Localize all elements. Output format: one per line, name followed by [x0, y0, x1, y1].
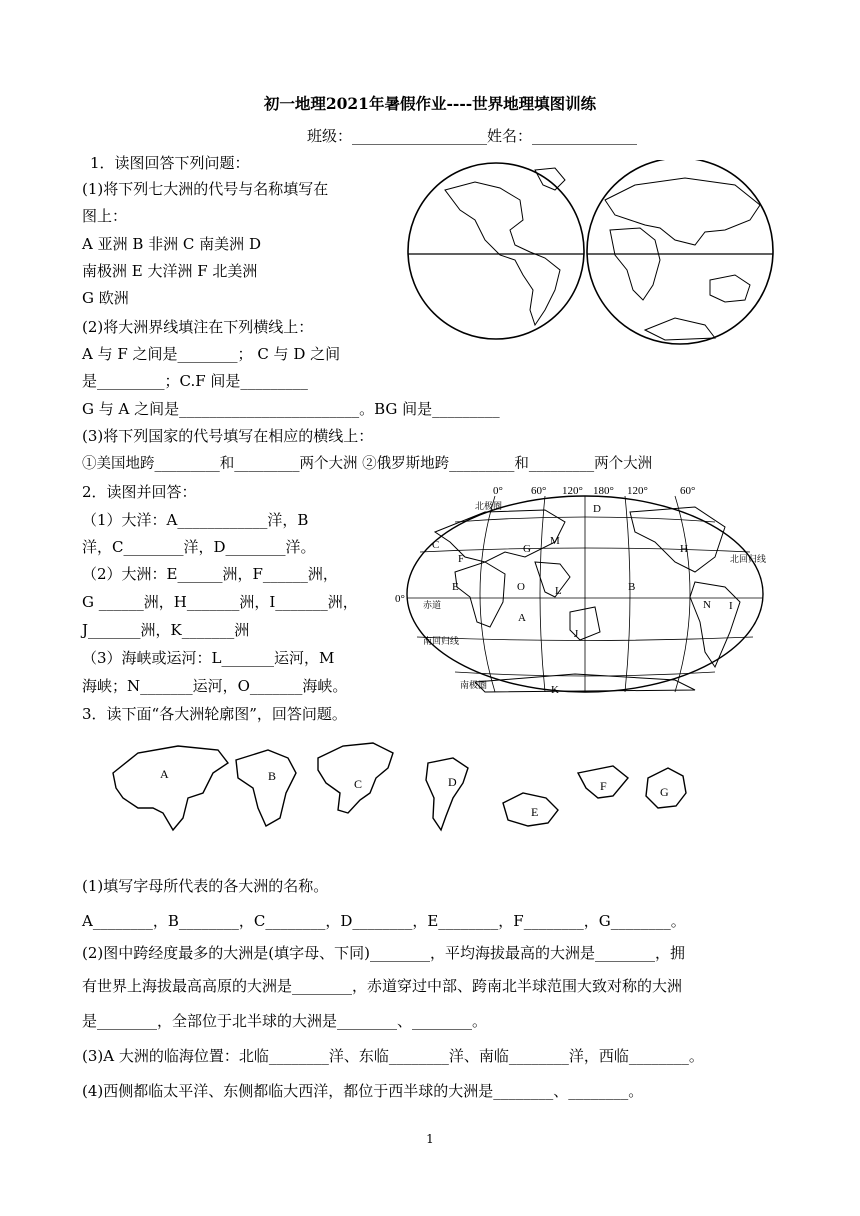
outline-d	[426, 758, 468, 830]
lon-label-0: 0°	[493, 485, 503, 497]
tropic-s-label: 南回归线	[423, 636, 460, 646]
q1-part1-line1: (1)将下列七大洲的代号与名称填写在	[82, 180, 329, 198]
lon-label-180: 180°	[593, 485, 614, 497]
outline-label-g: G	[660, 785, 669, 799]
q1-part2-line3: 是_________；C.F 间是_________	[82, 372, 308, 390]
equator-label: 赤道	[423, 600, 442, 610]
outline-b	[236, 750, 296, 826]
page-title: 初一地理2021年暑假作业----世界地理填图训练	[263, 94, 597, 113]
map-letter-h: H	[680, 543, 688, 555]
q3-sub2-line3: 是________，全部位于北半球的大洲是________、________。	[82, 1012, 488, 1030]
map-letter-i: I	[729, 600, 733, 612]
outline-label-b: B	[268, 769, 277, 783]
q3-sub1: (1)填写字母所代表的各大洲的名称。	[82, 877, 329, 895]
map-letter-m: M	[550, 535, 560, 547]
map-letter-a: A	[518, 612, 526, 624]
q1-part2-line2: A 与 F 之间是________； C 与 D 之间	[82, 345, 341, 363]
lon-label-60w: 60°	[531, 485, 547, 497]
continent-outlines	[108, 738, 718, 838]
map-letter-f: F	[458, 553, 465, 565]
q1-intro: 1．读图回答下列问题：	[90, 154, 250, 172]
q3-intro: 3．读下面“各大洲轮廓图”，回答问题。	[82, 705, 347, 723]
q3-sub4: (4)西侧都临太平洋、东侧都临大西洋，都位于西半球的大洲是________、________。	[82, 1082, 644, 1100]
map-letter-l: L	[555, 585, 562, 597]
q2-line3: （2）大洲：E______洲，F______洲，	[82, 565, 338, 583]
map-letter-n: N	[703, 599, 711, 611]
outline-label-e: E	[531, 805, 539, 819]
q2-line6: （3）海峡或运河：L_______运河，M	[82, 649, 335, 667]
page-number: 1	[426, 1132, 434, 1146]
map-letter-c: C	[432, 539, 440, 551]
q2-line7: 海峡；N_______运河，O_______海峡。	[82, 677, 348, 695]
map-letter-g: G	[523, 543, 531, 555]
lon-label-60e: 60°	[680, 485, 696, 497]
q1-options-line1: A 亚洲 B 非洲 C 南美洲 D	[82, 235, 261, 253]
lat-label-0: 0°	[395, 593, 405, 605]
map-letter-e: E	[452, 581, 459, 593]
outline-label-d: D	[448, 775, 457, 789]
q2-line4: G ______洲，H_______洲，I_______洲，	[82, 593, 358, 611]
q2-intro: 2．读图并回答：	[82, 483, 197, 501]
lon-label-120e: 120°	[627, 485, 648, 497]
tropic-n-label: 北回归线	[730, 554, 767, 564]
q2-line1: （1）大洋：A____________洋，B	[82, 511, 309, 529]
eastern-hemisphere	[587, 160, 773, 344]
q3-sub3: (3)A 大洲的临海位置：北临________洋、东临________洋、南临________洋，西临________。	[82, 1047, 704, 1065]
lon-label-120w: 120°	[562, 485, 583, 497]
q1-part2-line4: G 与 A 之间是________________________。BG 间是_________	[82, 400, 500, 418]
q3-sub1-blanks: A________，B________，C________，D________，E________，F________，G________。	[82, 912, 686, 930]
q3-sub2-line1: (2)图中跨经度最多的大洲是(填字母、下同)________，平均海拔最高的大洲是________，拥	[82, 944, 685, 962]
outline-label-a: A	[160, 767, 169, 781]
q1-part2-line1: (2)将大洲界线填注在下列横线上：	[82, 318, 314, 336]
q1-options-line2: 南极洲 E 大洋洲 F 北美洲	[82, 262, 258, 280]
antarctic-label: 南极圈	[460, 680, 488, 690]
map-letter-b: B	[628, 581, 636, 593]
arctic-label: 北极圈	[475, 501, 503, 511]
q3-sub2-line2: 有世界上海拔最高高原的大洲是________，赤道穿过中部、跨南北半球范围大致对称的大洲	[82, 977, 683, 995]
map-letter-d: D	[593, 503, 601, 515]
map-letter-j: J	[574, 628, 579, 640]
map-letter-k: K	[551, 684, 559, 696]
q1-options-line3: G 欧洲	[82, 289, 129, 307]
q2-line2: 洋，C________洋，D________洋。	[82, 538, 316, 556]
western-hemisphere	[408, 163, 584, 339]
q1-part3-line2: ①美国地跨_________和_________两个大洲 ②俄罗斯地跨_________和_________两个大洲	[82, 456, 653, 472]
outline-a	[113, 746, 228, 830]
q1-part3-line1: (3)将下列国家的代号填写在相应的横线上：	[82, 427, 374, 445]
class-name-line: 班级：__________________姓名：______________	[307, 127, 638, 145]
map-letter-o: O	[517, 581, 525, 593]
q1-part1-line2: 图上：	[82, 207, 128, 225]
world-map	[395, 482, 775, 704]
outline-label-c: C	[354, 777, 363, 791]
q2-line5: J_______洲，K_______洲	[82, 621, 250, 639]
outline-label-f: F	[600, 779, 607, 793]
hemispheres-map	[405, 160, 785, 345]
